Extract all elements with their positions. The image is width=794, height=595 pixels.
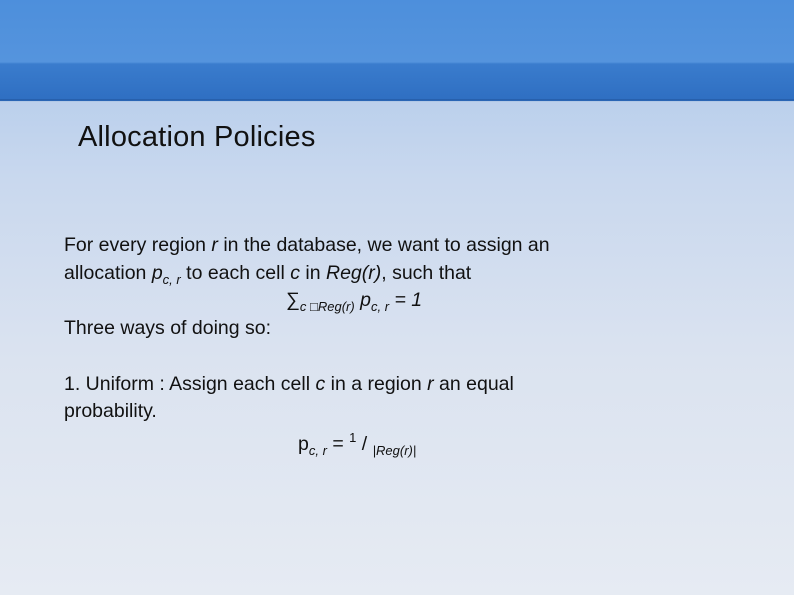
variable-c: c <box>290 262 300 284</box>
list-item-1: 1. Uniform : Assign each cell c in a region r an equal <box>64 373 514 395</box>
numerator: 1 <box>349 430 357 445</box>
formula-p-subscript: c, r <box>370 299 390 314</box>
sigma-subscript: c □Reg(r) <box>299 299 355 314</box>
slide-title: Allocation Policies <box>78 121 316 153</box>
variable-r: r <box>211 234 218 256</box>
reg-r: Reg(r) <box>325 262 382 284</box>
sum-formula <box>286 286 422 321</box>
sigma-symbol: ∑ <box>286 289 300 311</box>
formula-rhs: = 1 <box>389 289 423 311</box>
formula-p: p <box>354 289 371 311</box>
paragraph-line-2: allocation $p_{c, r}$ to each cell c in Reg(r), such that <box>64 262 472 287</box>
paragraph-line-1: For every region r in the database, we want to assign an <box>64 234 550 256</box>
header-band <box>0 0 794 101</box>
uniform-formula: $p_{c, r} = ^1 / _{|Reg(r)|}$ <box>298 430 417 458</box>
denominator: |Reg(r)| <box>372 443 417 458</box>
variable-p: p <box>151 262 163 284</box>
formula2-p: p <box>298 433 309 455</box>
list-item-1-continuation: probability. <box>64 400 157 422</box>
formula2-p-subscript: c, r <box>308 443 327 458</box>
subscript-c-r: c, r <box>162 272 181 287</box>
paragraph-line-3: Three ways of doing so: <box>64 317 272 339</box>
